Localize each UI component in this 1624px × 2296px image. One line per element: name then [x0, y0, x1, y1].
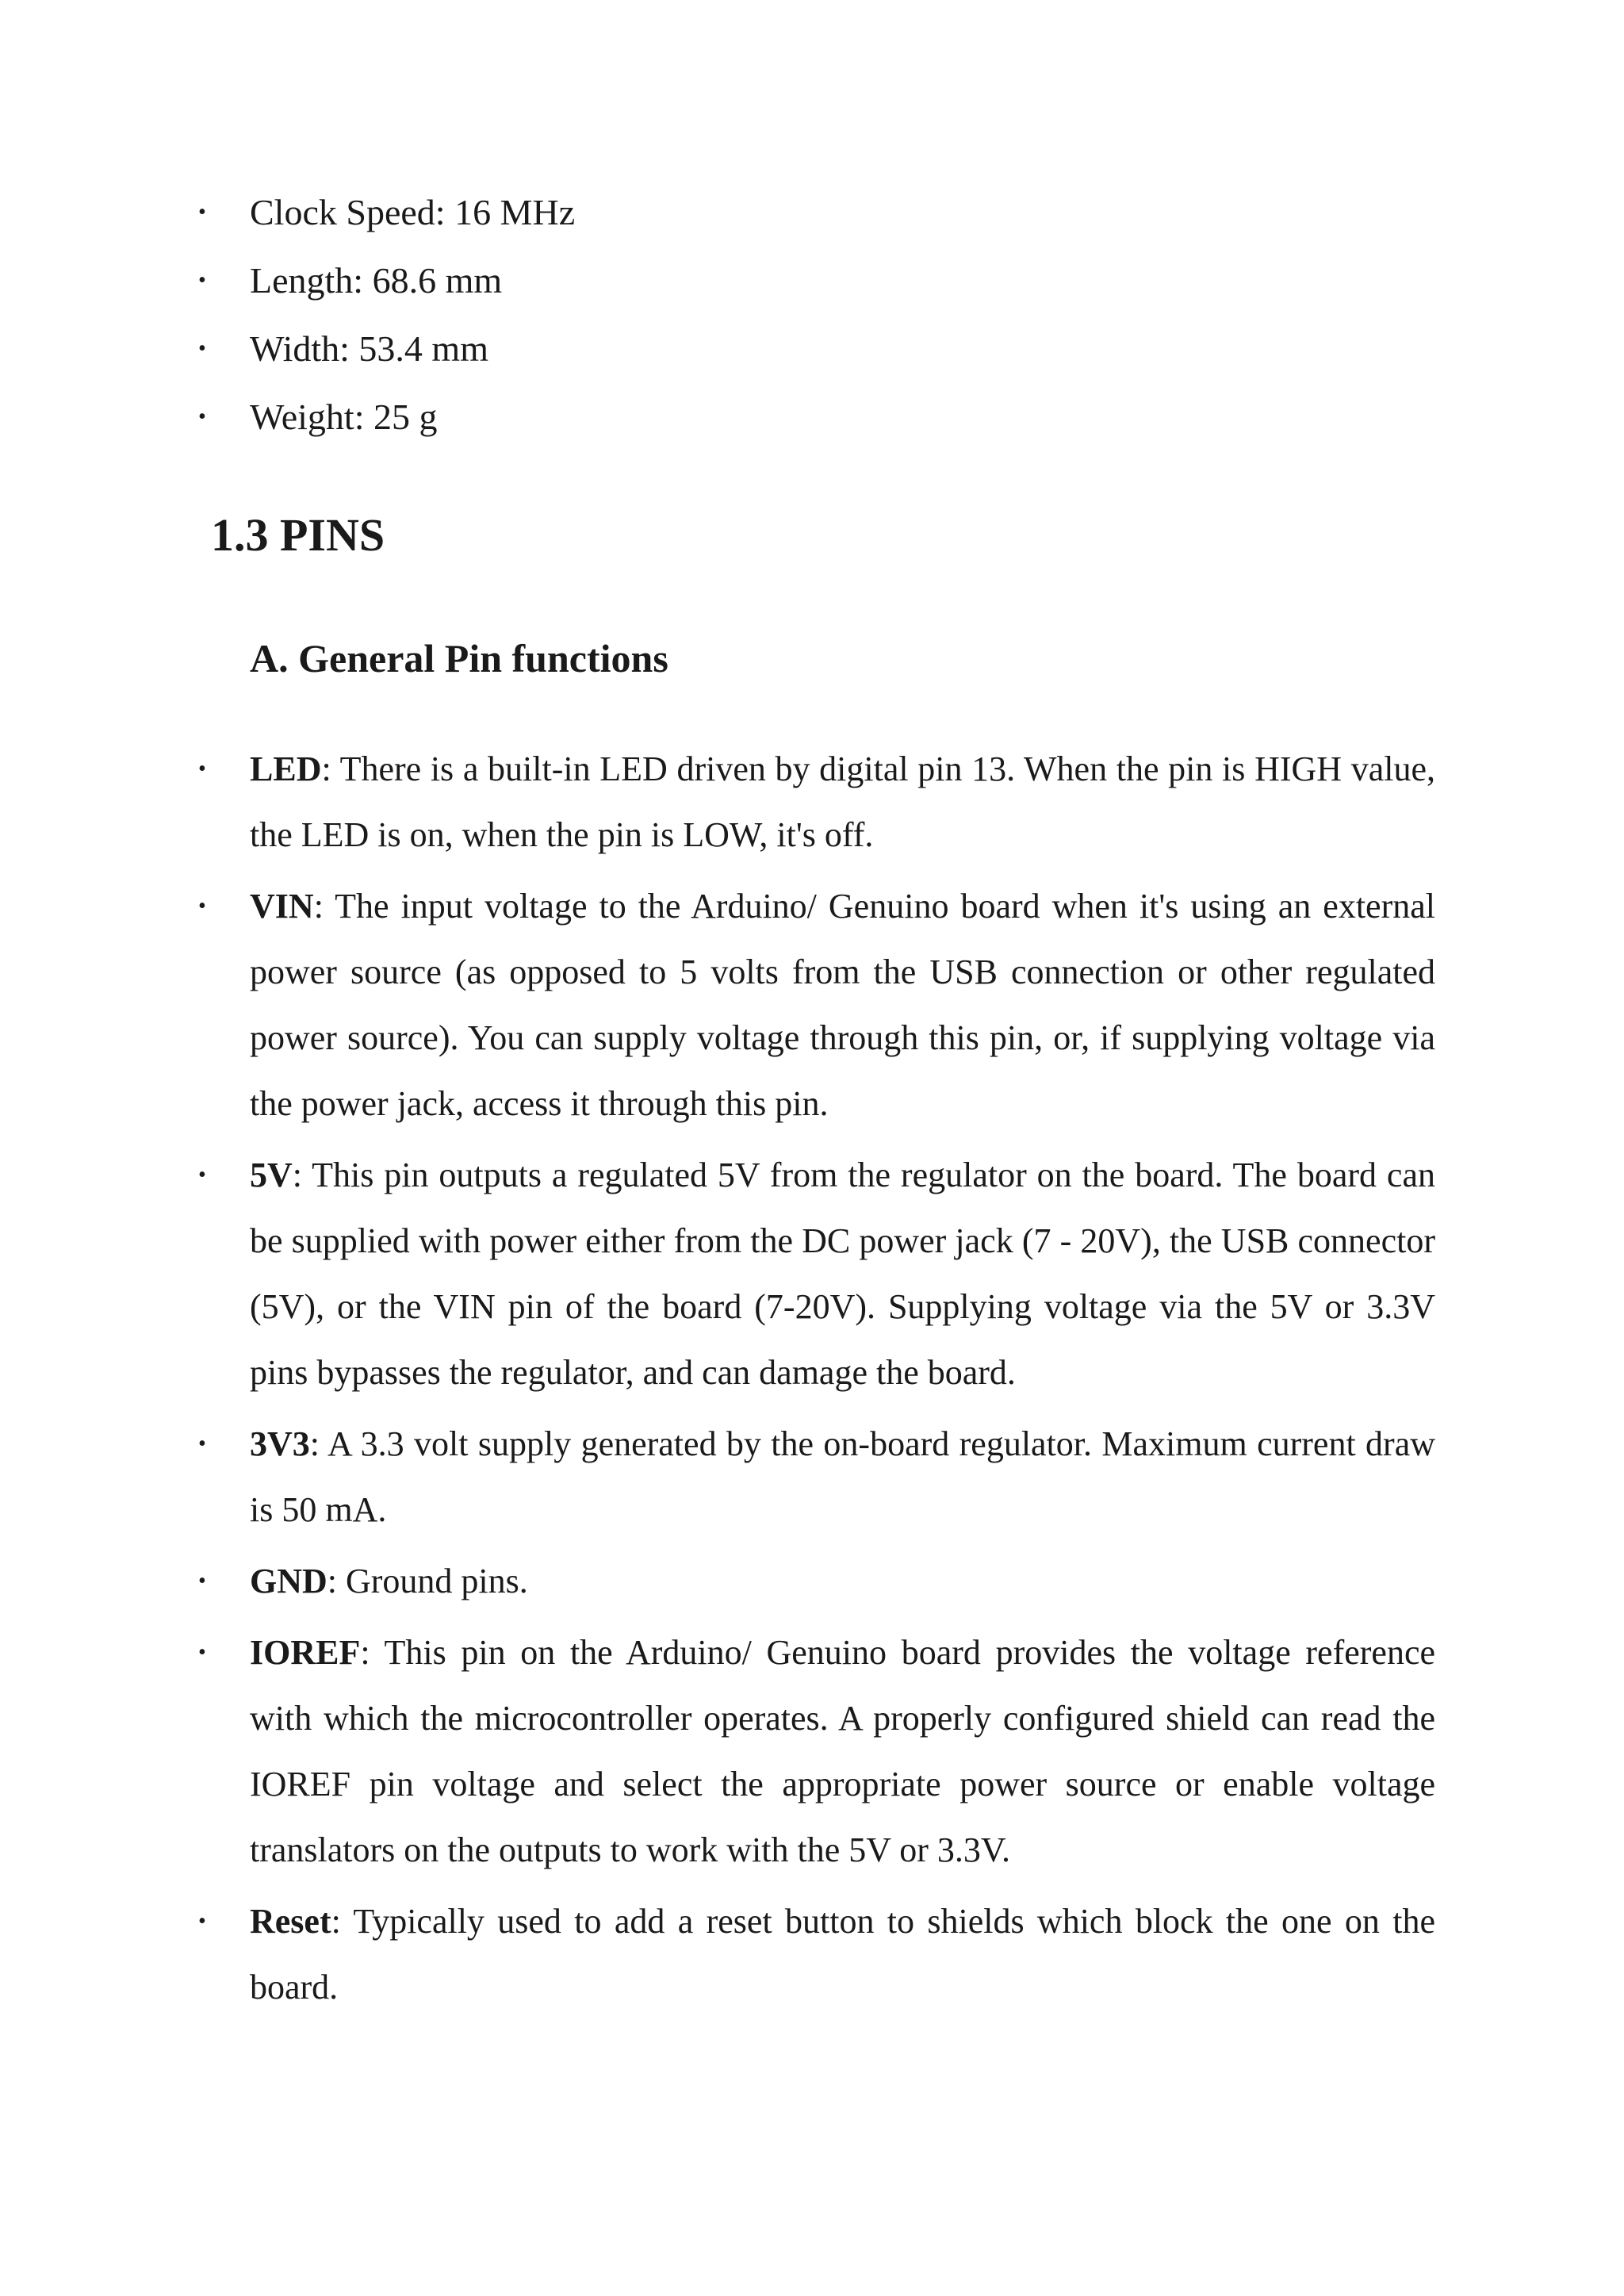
bullet-icon: • [198, 268, 206, 293]
pin-item-ioref [198, 1619, 1435, 1883]
pin-description: : The input voltage to the Arduino/ Genuino board when it's using an external power source (as opposed to 5 volts from the USB connection or other regulated power source). You can supply voltage through this pin, or, if supplying voltage via the power jack, access it through this pin. [250, 887, 1435, 1123]
pin-term: 3V3 [250, 1424, 310, 1463]
bullet-icon: • [198, 404, 206, 429]
bullet-icon: • [198, 1432, 206, 1456]
spec-item [198, 325, 1467, 393]
pin-item-3v3 [198, 1411, 1435, 1543]
pin-item-led [198, 736, 1435, 868]
pin-description: : This pin outputs a regulated 5V from the regulator on the board. The board can be supplied with power either from the DC power jack (7 - 20V), the USB connector (5V), or the VIN pin of the board (7-20V). Supplying voltage via the 5V or 3.3V pins bypasses the regulator, and can damage the board. [250, 1156, 1435, 1392]
spec-text: Length: 68.6 mm [250, 260, 503, 301]
pin-item-reset [198, 1888, 1435, 2020]
bullet-icon: • [198, 200, 206, 224]
spec-item [198, 257, 1467, 325]
spec-item [198, 393, 1467, 462]
spec-list [198, 189, 1467, 462]
bullet-icon: • [198, 1569, 206, 1593]
pin-description: : Ground pins. [327, 1562, 528, 1600]
pin-term: GND [250, 1562, 327, 1600]
bullet-icon: • [198, 757, 206, 781]
pin-term: IOREF [250, 1633, 361, 1672]
pin-function-list [198, 736, 1435, 2026]
pin-term: Reset [250, 1902, 331, 1941]
subsection-heading: A. General Pin functions [250, 636, 668, 680]
pin-term: LED [250, 749, 322, 788]
pin-description: : Typically used to add a reset button to shields which block the one on the board. [250, 1902, 1435, 2007]
pin-description: : There is a built-in LED driven by digital pin 13. When the pin is HIGH value, the LED is on, when the pin is LOW, it's off. [250, 749, 1435, 854]
section-heading: 1.3 PINS [211, 509, 385, 561]
pin-term: VIN [250, 887, 314, 926]
pin-item-5v [198, 1142, 1435, 1405]
spec-text: Weight: 25 g [250, 397, 438, 437]
bullet-icon: • [198, 894, 206, 918]
bullet-icon: • [198, 1163, 206, 1187]
pin-description: : A 3.3 volt supply generated by the on-board regulator. Maximum current draw is 50 mA. [250, 1424, 1435, 1529]
bullet-icon: • [198, 336, 206, 361]
pin-term: 5V [250, 1156, 293, 1194]
pin-description: : This pin on the Arduino/ Genuino board provides the voltage reference with which the microcontroller operates. A properly configured shield can read the IOREF pin voltage and select the appropriate power source or enable voltage translators on the outputs to work with the 5V or 3.3V. [250, 1633, 1435, 1869]
pin-item-gnd [198, 1548, 1435, 1614]
spec-item [198, 189, 1467, 257]
pin-item-vin [198, 873, 1435, 1137]
bullet-icon: • [198, 1640, 206, 1665]
spec-text: Clock Speed: 16 MHz [250, 192, 576, 232]
bullet-icon: • [198, 1909, 206, 1934]
spec-text: Width: 53.4 mm [250, 328, 488, 369]
